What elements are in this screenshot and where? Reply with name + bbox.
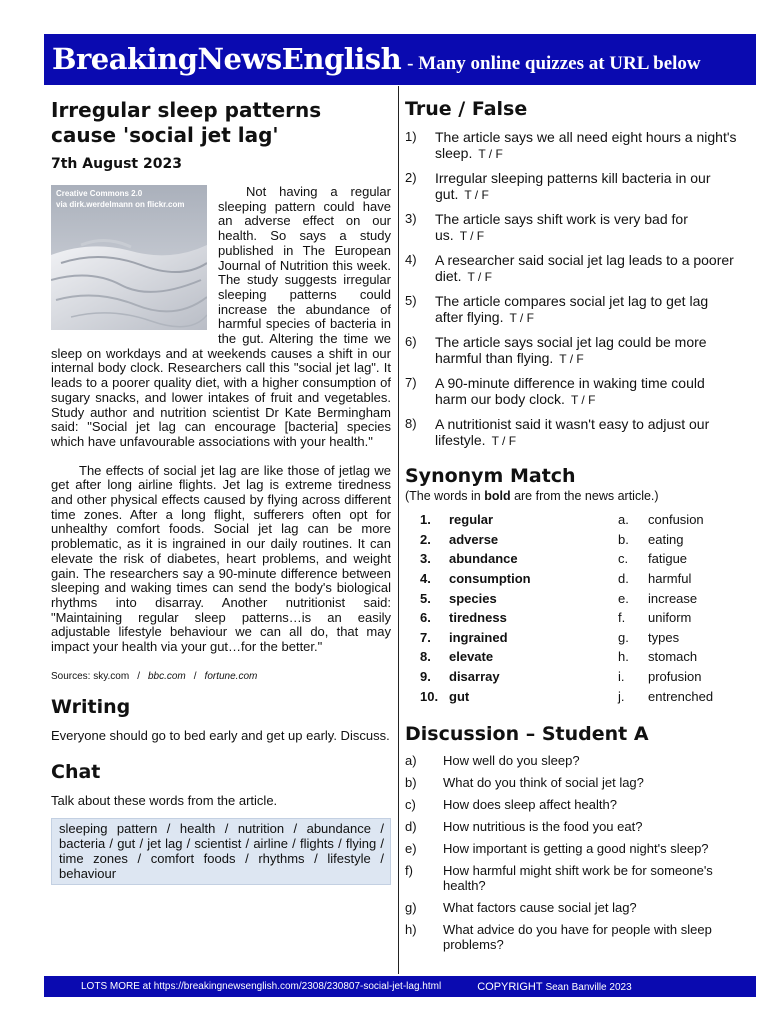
true-false-mark[interactable]: T / F (491, 434, 517, 448)
synonym-word: tiredness (449, 610, 507, 626)
synonym-number: 6. (420, 610, 431, 626)
synonym-word: ingrained (449, 629, 508, 645)
true-false-mark[interactable]: T / F (459, 229, 485, 243)
question-letter: g) (405, 899, 417, 915)
question-letter: c) (405, 796, 416, 812)
left-column (51, 98, 391, 885)
article-body (51, 185, 391, 655)
synonym-row (405, 549, 740, 569)
true-false-item (405, 334, 740, 367)
match-word: entrenched (648, 688, 714, 704)
question-letter: f) (405, 862, 413, 878)
writing-prompt: Everyone should go to bed early and get up early. Discuss. (51, 727, 390, 743)
question-text: What advice do you have for people with sleep problems? (443, 921, 712, 952)
true-false-mark[interactable]: T / F (570, 393, 596, 407)
match-word: eating (648, 531, 684, 547)
chat-intro: Talk about these words from the article. (51, 792, 278, 808)
question-text: How does sleep affect health? (443, 796, 617, 812)
chat-title: Chat (51, 760, 101, 783)
question-text: How nutritious is the food you eat? (443, 818, 643, 834)
footer-bar (44, 976, 756, 997)
match-word: increase (648, 590, 698, 606)
question-text: What do you think of social jet lag? (443, 774, 644, 790)
discussion-question (405, 797, 740, 812)
question-letter: b) (405, 774, 417, 790)
statement-text: The article says shift work is very bad for us. (435, 211, 688, 243)
true-false-mark[interactable]: T / F (509, 311, 534, 325)
question-letter: a) (405, 752, 417, 768)
statement-text: The article compares social jet lag to get lag after flying. (435, 293, 709, 325)
source-link[interactable]: bbc.com (147, 670, 186, 682)
match-letter: g. (618, 629, 629, 645)
synonym-number: 4. (420, 571, 431, 587)
true-false-mark[interactable]: T / F (464, 188, 489, 202)
true-false-item (405, 293, 740, 326)
discussion-question (405, 922, 740, 952)
synonym-word: adverse (449, 531, 499, 547)
article-paragraph-1: Not having a regular sleeping pattern could have an adverse effect on our health. So says a study published in The European Journal of Nutrition this week. The study suggests irregular sleeping patterns could increase the abundance of harmful species of bacteria in the gut. Altering the time we sleep on workdays and at weekends causes a shift in our internal body clock. Researchers call this "social jet lag". It leads to a poorer quality diet, with a higher consumption of sugary snacks, and lower intakes of fruit and vegetables. Study author and nutrition scientist Dr Kate Bermingham said: "Social jet lag can encourage [bacteria] species which have unfavourable associations with your health." (51, 184, 391, 449)
writing-title: Writing (51, 695, 131, 718)
true-false-item (405, 375, 740, 408)
sources-line: Sources: sky.com / bbc.com / fortune.com (51, 670, 258, 682)
match-letter: j. (618, 688, 625, 704)
synonym-row (405, 686, 740, 706)
true-false-item (405, 252, 740, 285)
item-number: 4) (405, 252, 417, 267)
statement-text: A researcher said social jet lag leads to a poorer diet. (435, 252, 734, 284)
question-text: What factors cause social jet lag? (443, 899, 637, 915)
synonym-number: 7. (420, 629, 431, 645)
statement-text: A 90-minute difference in waking time could harm our body clock. (435, 375, 705, 407)
synonym-number: 9. (420, 669, 431, 685)
synonym-word: disarray (449, 669, 500, 685)
synonym-number: 10. (420, 688, 439, 704)
item-number: 3) (405, 211, 417, 226)
synonym-row (405, 588, 740, 608)
synonym-row (405, 608, 740, 628)
discussion-question (405, 753, 740, 768)
true-false-mark[interactable]: T / F (559, 352, 584, 366)
match-letter: b. (618, 531, 629, 547)
true-false-item (405, 170, 740, 203)
synonym-word: elevate (449, 649, 494, 665)
article-date: 7th August 2023 (51, 156, 182, 172)
match-word: profusion (648, 669, 702, 685)
synonym-word: gut (449, 688, 470, 704)
synonym-row (405, 628, 740, 648)
footer-url-link[interactable]: LOTS MORE at https://breakingnewsenglish.com/2308/230807-social-jet-lag.html (81, 981, 442, 992)
synonym-word: regular (449, 512, 494, 528)
statement-text: A nutritionist said it wasn't easy to adjust our lifestyle. (435, 416, 710, 448)
true-false-list (405, 129, 740, 449)
match-word: uniform (648, 610, 692, 626)
discussion-question (405, 841, 740, 856)
site-tagline: - Many online quizzes at URL below (407, 53, 701, 74)
header-banner (44, 34, 756, 85)
synonym-row (405, 530, 740, 550)
true-false-item (405, 211, 740, 244)
item-number: 1) (405, 129, 417, 144)
article-paragraph-2: The effects of social jet lag are like those of jetlag we get after long airline flights. Jet lag is extreme tiredness and other physical effects caused by flying across different time zones. After a long flight, sufferers often opt for unhealthy comfort foods. Social jet lag can be more problematic, as it is ingrained in our daily routines. It can elevate the risk of diabetes, heart problems, and weight gain. The researchers say a 90-minute difference between sleeping and waking times can send the body's biological rhythms into disarray. Another nutritionist said: "Maintaining regular sleep patterns…is an easily adjustable lifestyle behaviour we can all do, that may impact your health via your gut…for the better." (51, 462, 391, 655)
discussion-question (405, 775, 740, 790)
site-brand: BreakingNewsEnglish (52, 42, 402, 76)
question-letter: d) (405, 818, 417, 834)
match-letter: f. (618, 610, 626, 626)
synonym-title: Synonym Match (405, 465, 576, 487)
question-text: How harmful might shift work be for someone's health? (443, 862, 713, 893)
statement-text: The article says social jet lag could be more harmful than flying. (435, 334, 707, 366)
match-letter: i. (618, 669, 625, 685)
question-text: How important is getting a good night's sleep? (443, 840, 709, 856)
true-false-title: True / False (405, 98, 528, 120)
match-word: fatigue (648, 551, 688, 567)
footer-copyright: COPYRIGHT Sean Banville 2023 (477, 980, 632, 993)
question-text: How well do you sleep? (443, 752, 580, 768)
statement-text: The article says we all need eight hours a night's sleep. (435, 129, 737, 161)
synonym-word: species (449, 590, 497, 606)
match-letter: e. (618, 590, 629, 606)
item-number: 7) (405, 375, 417, 390)
item-number: 5) (405, 293, 417, 308)
item-number: 6) (405, 334, 417, 349)
true-false-item (405, 416, 740, 449)
match-word: types (648, 629, 680, 645)
discussion-title: Discussion – Student A (405, 722, 649, 745)
synonym-number: 1. (420, 512, 431, 528)
synonym-row (405, 667, 740, 687)
chat-word-box: sleeping pattern / health / nutrition / abundance / bacteria / gut / jet lag / scientist / airline / flights / flying / time zones / comfort foods / rhythms / lifestyle / behaviour (51, 818, 391, 885)
match-letter: d. (618, 571, 629, 587)
true-false-mark[interactable]: T / F (478, 147, 503, 161)
source-link[interactable]: sky.com (93, 670, 130, 682)
source-link[interactable]: fortune.com (204, 670, 258, 682)
true-false-item (405, 129, 740, 162)
synonym-word: abundance (449, 551, 518, 567)
item-number: 8) (405, 416, 417, 431)
synonym-number: 8. (420, 649, 431, 665)
discussion-question (405, 900, 740, 915)
match-letter: a. (618, 512, 629, 528)
statement-text: Irregular sleeping patterns kill bacteria in our gut. (435, 170, 711, 202)
match-word: harmful (648, 571, 692, 587)
true-false-mark[interactable]: T / F (467, 270, 492, 284)
right-column (405, 98, 740, 959)
article-headline: Irregular sleep patterns cause 'social jet lag' (51, 98, 322, 147)
synonym-number: 5. (420, 590, 431, 606)
synonym-row (405, 510, 740, 530)
synonym-row (405, 647, 740, 667)
photo-credit: Creative Commons 2.0 via dirk.werdelmann on flickr.com (56, 189, 185, 209)
item-number: 2) (405, 170, 417, 185)
discussion-list (405, 753, 740, 952)
question-letter: e) (405, 840, 417, 856)
synonym-row (405, 569, 740, 589)
article-photo (51, 185, 207, 330)
match-word: confusion (648, 512, 704, 528)
synonym-number: 3. (420, 551, 431, 567)
discussion-question (405, 863, 740, 893)
match-letter: h. (618, 649, 629, 665)
synonym-table (405, 510, 740, 706)
match-letter: c. (618, 551, 629, 567)
synonym-number: 2. (420, 531, 431, 547)
synonym-word: consumption (449, 571, 531, 587)
discussion-question (405, 819, 740, 834)
column-divider (398, 86, 399, 974)
match-word: stomach (648, 649, 698, 665)
question-letter: h) (405, 921, 417, 937)
synonym-subtitle: (The words in bold are from the news article.) (405, 489, 659, 503)
